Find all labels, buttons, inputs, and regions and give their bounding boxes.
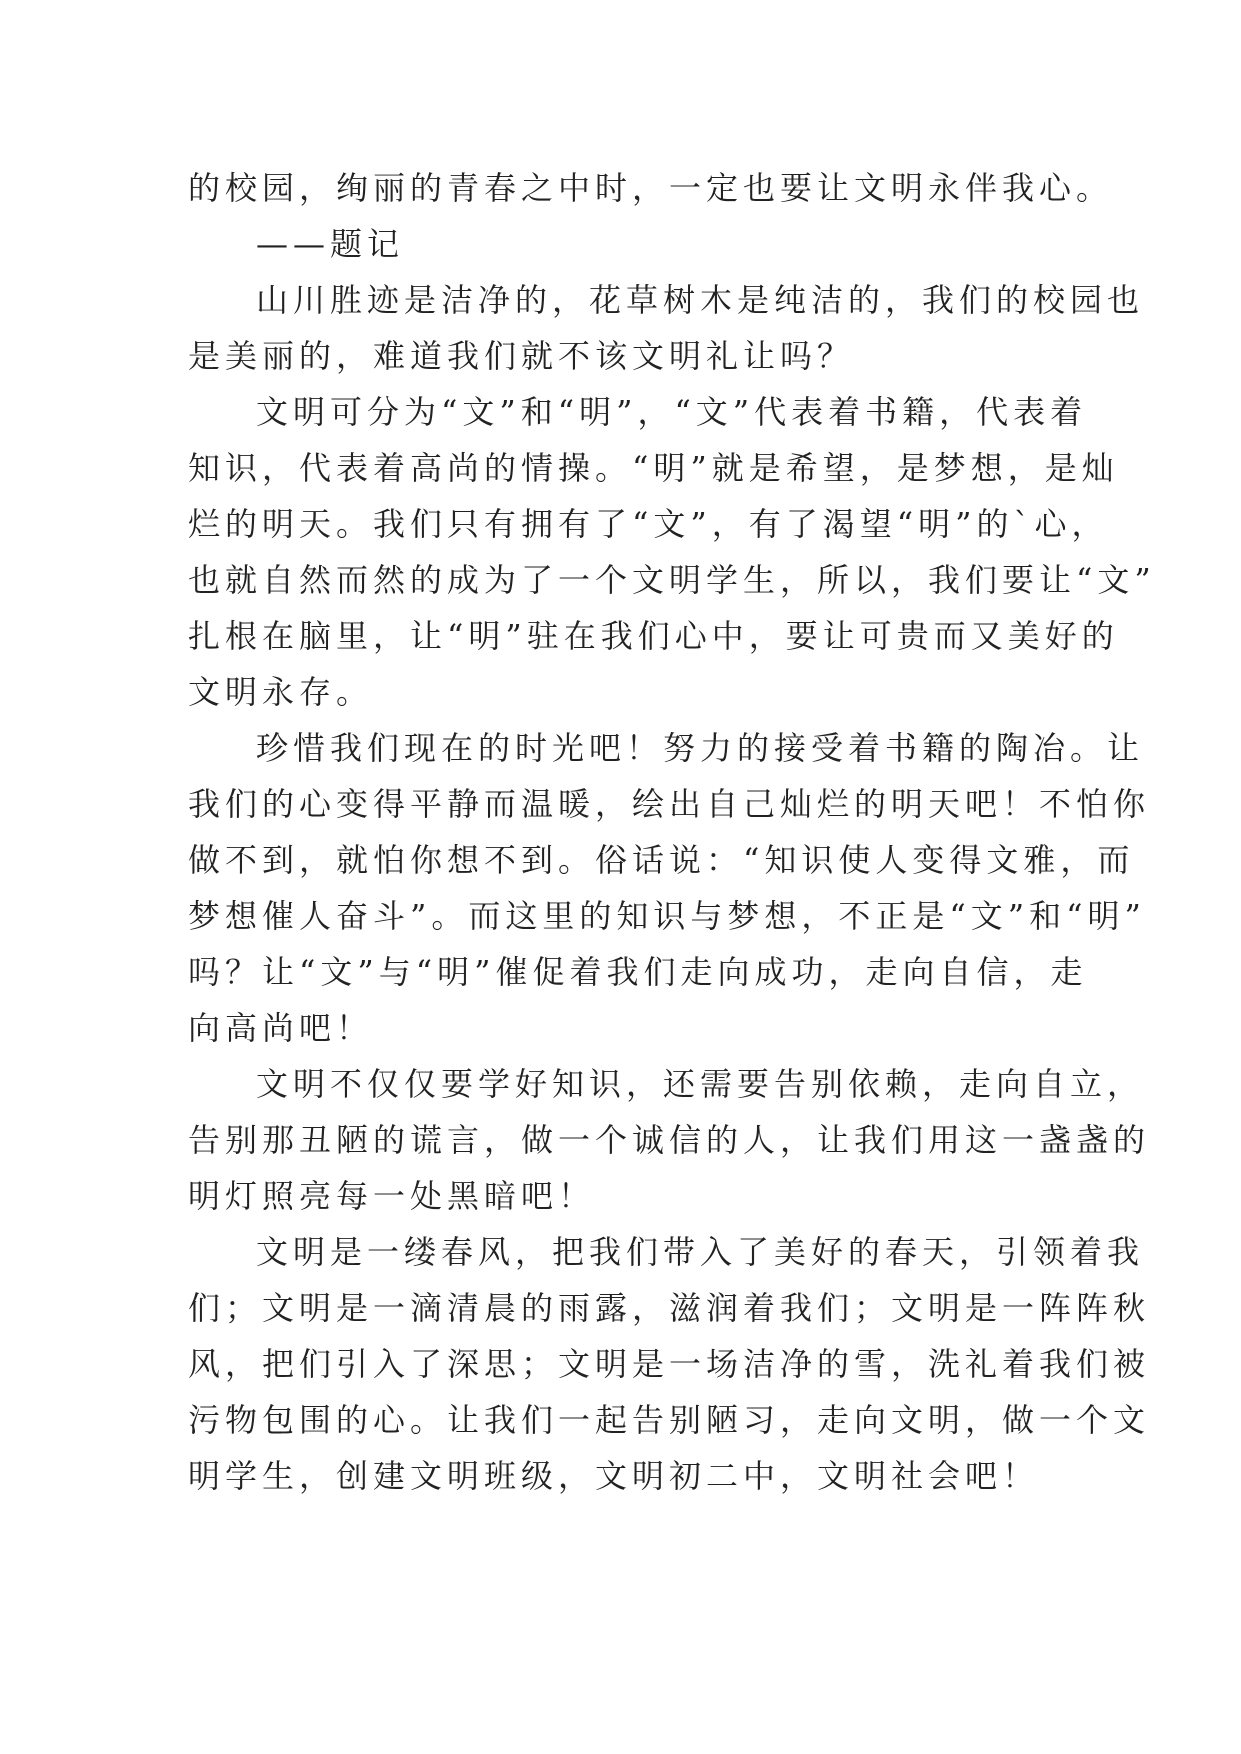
- text-line: 梦想催人奋斗”。而这里的知识与梦想，不正是“文”和“明”: [188, 897, 1146, 935]
- document-body: [188, 160, 1156, 1504]
- text-line: 文明可分为“文”和“明”，“文”代表着书籍，代表着: [256, 393, 1088, 431]
- text-line: 污物包围的心。让我们一起告别陋习，走向文明，做一个文: [188, 1401, 1151, 1439]
- text-line: 是美丽的，难道我们就不该文明礼让吗？: [188, 337, 855, 375]
- text-line: 吗？让“文”与“明”催促着我们走向成功，走向自信，走: [188, 953, 1088, 991]
- text-line: 明学生，创建文明班级，文明初二中，文明社会吧！: [188, 1457, 1040, 1495]
- text-line: 告别那丑陋的谎言，做一个诚信的人，让我们用这一盏盏的: [188, 1121, 1151, 1159]
- text-line: 文明永存。: [188, 673, 374, 711]
- text-line: 扎根在脑里，让“明”驻在我们心中，要让可贵而又美好的: [188, 617, 1119, 655]
- text-line: 向高尚吧！: [188, 1009, 374, 1047]
- text-line: 山川胜迹是洁净的，花草树木是纯洁的，我们的校园也: [256, 281, 1145, 319]
- text-line: 们；文明是一滴清晨的雨露，滋润着我们；文明是一阵阵秋: [188, 1289, 1151, 1327]
- text-line: 做不到，就怕你想不到。俗话说：“知识使人变得文雅，而: [188, 841, 1135, 879]
- text-line: 知识，代表着高尚的情操。“明”就是希望，是梦想，是灿: [188, 449, 1119, 487]
- text-line: 文明不仅仅要学好知识，还需要告别依赖，走向自立，: [256, 1065, 1145, 1103]
- text-line: 烂的明天。我们只有拥有了“文”，有了渴望“明”的`心，: [188, 505, 1109, 543]
- text-line: 的校园，绚丽的青春之中时，一定也要让文明永伴我心。: [188, 169, 1114, 207]
- text-line: 也就自然而然的成为了一个文明学生，所以，我们要让“文”: [188, 561, 1156, 599]
- text-line: 风，把们引入了深思；文明是一场洁净的雪，洗礼着我们被: [188, 1345, 1151, 1383]
- text-line: 明灯照亮每一处黑暗吧！: [188, 1177, 596, 1215]
- text-line: 珍惜我们现在的时光吧！努力的接受着书籍的陶冶。让: [256, 729, 1145, 767]
- text-line: 文明是一缕春风，把我们带入了美好的春天，引领着我: [256, 1233, 1145, 1271]
- text-line: 我们的心变得平静而温暖，绘出自己灿烂的明天吧！不怕你: [188, 785, 1151, 823]
- text-line: ——题记: [256, 225, 405, 263]
